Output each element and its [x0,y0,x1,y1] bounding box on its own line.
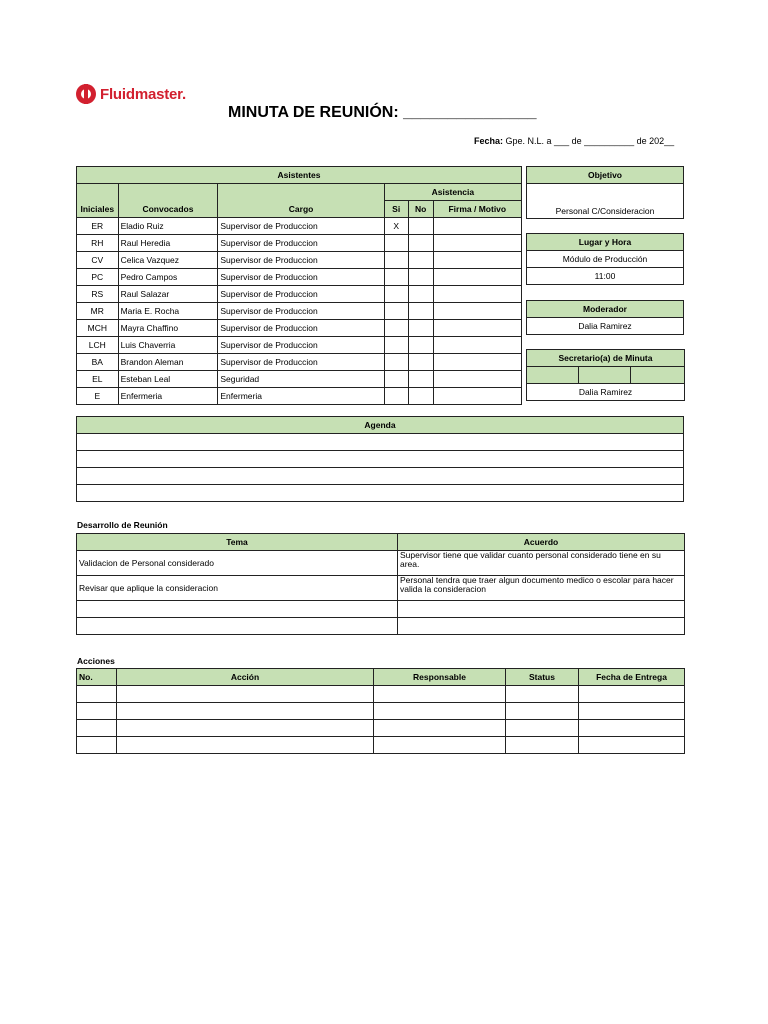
asistente-cargo: Supervisor de Produccion [218,252,384,269]
col-no: No [408,201,433,218]
asistente-iniciales: MCH [77,320,119,337]
asistencia-header: Asistencia [384,184,521,201]
agenda-row [77,434,684,451]
asistente-nombre: Raul Salazar [118,286,218,303]
col-si: Si [384,201,408,218]
asistente-iniciales: PC [77,269,119,286]
secretario-blank-cell [527,367,579,384]
asistente-iniciales: EL [77,371,119,388]
document-title: MINUTA DE REUNIÓN: _______________ [228,104,537,121]
moderador-value: Dalia Ramirez [527,318,684,335]
asistente-si [384,320,408,337]
logo-icon [76,84,96,104]
asistente-iniciales: RS [77,286,119,303]
fecha-line [474,136,674,146]
asistente-firma [433,303,521,320]
accion-cell [374,720,506,737]
asistente-row [77,371,522,388]
acciones-label: Acciones [77,656,115,666]
asistente-no [408,286,433,303]
asistente-firma [433,235,521,252]
asistente-nombre: Pedro Campos [118,269,218,286]
asistente-nombre: Mayra Chaffino [118,320,218,337]
accion-cell [506,686,579,703]
col-iniciales: Iniciales [77,201,119,218]
asistente-iniciales: CV [77,252,119,269]
asistente-firma [433,269,521,286]
asistente-nombre: Celica Vazquez [118,252,218,269]
asistente-row [77,354,522,371]
asistente-no [408,320,433,337]
lugar-table [526,233,684,285]
fecha-value: Gpe. N.L. a ___ de __________ de 202__ [505,136,675,146]
asistente-nombre: Esteban Leal [118,371,218,388]
asistente-cargo: Supervisor de Produccion [218,354,384,371]
asistente-si [384,354,408,371]
asistente-firma [433,286,521,303]
col-firma: Firma / Motivo [433,201,521,218]
asistente-firma [433,218,521,235]
asistente-iniciales: E [77,388,119,405]
asistente-no [408,303,433,320]
asistente-firma [433,337,521,354]
asistente-nombre: Brandon Aleman [118,354,218,371]
desarrollo-row [77,601,685,618]
asistente-firma [433,354,521,371]
secretario-blank-cell [579,367,631,384]
desarrollo-label: Desarrollo de Reunión [77,520,168,530]
asistente-si [384,337,408,354]
asistente-no [408,388,433,405]
accion-cell [374,703,506,720]
lugar-title: Lugar y Hora [527,234,684,251]
col-accion: Acción [117,669,374,686]
col-convocados: Convocados [118,201,218,218]
asistente-no [408,371,433,388]
asistente-nombre: Eladio Ruiz [118,218,218,235]
asistente-row [77,252,522,269]
asistente-si [384,371,408,388]
desarrollo-row [77,551,685,576]
asistente-no [408,218,433,235]
asistente-no [408,235,433,252]
col-status: Status [506,669,579,686]
asistente-iniciales: BA [77,354,119,371]
objetivo-table [526,166,684,219]
desarrollo-tema: Revisar que aplique la consideracion [77,576,398,601]
secretario-blank-cell [631,367,685,384]
secretario-table [526,349,685,401]
hora-value: 11:00 [527,268,684,285]
company-logo [76,84,186,104]
asistente-row [77,286,522,303]
moderador-table [526,300,684,335]
acciones-table [76,668,685,754]
desarrollo-acuerdo [398,601,685,618]
col-responsable: Responsable [374,669,506,686]
accion-cell [117,686,374,703]
accion-cell [506,737,579,754]
desarrollo-row [77,576,685,601]
agenda-table [76,416,684,502]
asistente-cargo: Supervisor de Produccion [218,286,384,303]
asistente-nombre: Raul Heredia [118,235,218,252]
logo-text: Fluidmaster. [100,85,186,103]
asistente-firma [433,371,521,388]
asistente-nombre: Luis Chaverria [118,337,218,354]
desarrollo-table [76,533,685,635]
asistente-cargo: Supervisor de Produccion [218,235,384,252]
asistente-no [408,354,433,371]
asistente-iniciales: RH [77,235,119,252]
asistente-firma [433,252,521,269]
asistente-cargo: Supervisor de Produccion [218,320,384,337]
asistentes-table [76,166,522,405]
agenda-row [77,468,684,485]
desarrollo-tema [77,601,398,618]
asistente-cargo: Enfermeria [218,388,384,405]
asistente-cargo: Supervisor de Produccion [218,269,384,286]
asistente-row [77,303,522,320]
asistente-si [384,235,408,252]
asistente-row [77,269,522,286]
accion-cell [579,686,685,703]
col-no-accion: No. [77,669,117,686]
asistente-cargo: Seguridad [218,371,384,388]
accion-cell [579,703,685,720]
col-tema: Tema [77,534,398,551]
accion-cell [374,737,506,754]
asistente-iniciales: MR [77,303,119,320]
accion-cell [77,703,117,720]
asistente-firma [433,320,521,337]
accion-cell [506,703,579,720]
agenda-title: Agenda [77,417,684,434]
asistente-row [77,320,522,337]
asistente-si [384,252,408,269]
asistente-row [77,388,522,405]
asistente-si: X [384,218,408,235]
asistente-no [408,252,433,269]
asistente-cargo: Supervisor de Produccion [218,337,384,354]
asistente-nombre: Enfermeria [118,388,218,405]
objetivo-title: Objetivo [527,167,684,184]
asistente-row [77,235,522,252]
asistente-iniciales: ER [77,218,119,235]
objetivo-value: Personal C/Consideracion [527,184,684,219]
asistente-row [77,337,522,354]
accion-cell [77,686,117,703]
desarrollo-tema: Validacion de Personal considerado [77,551,398,576]
asistente-nombre: Maria E. Rocha [118,303,218,320]
desarrollo-tema [77,618,398,635]
accion-cell [579,720,685,737]
moderador-title: Moderador [527,301,684,318]
agenda-row [77,451,684,468]
desarrollo-acuerdo [398,618,685,635]
fecha-label: Fecha: [474,136,504,146]
asistente-cargo: Supervisor de Produccion [218,218,384,235]
accion-cell [117,703,374,720]
secretario-value: Dalia Ramirez [527,384,685,401]
col-cargo: Cargo [218,201,384,218]
accion-cell [579,737,685,754]
asistente-no [408,269,433,286]
col-fecha-entrega: Fecha de Entrega [579,669,685,686]
asistente-iniciales: LCH [77,337,119,354]
asistente-si [384,286,408,303]
lugar-value: Módulo de Producción [527,251,684,268]
asistente-no [408,337,433,354]
desarrollo-acuerdo: Supervisor tiene que validar cuanto personal considerado tiene en su area. [398,551,685,576]
accion-cell [117,737,374,754]
accion-cell [77,720,117,737]
accion-cell [77,737,117,754]
accion-cell [506,720,579,737]
desarrollo-acuerdo: Personal tendra que traer algun documento medico o escolar para hacer valida la consideracion [398,576,685,601]
asistente-row [77,218,522,235]
asistente-si [384,269,408,286]
col-acuerdo: Acuerdo [398,534,685,551]
asistente-cargo: Supervisor de Produccion [218,303,384,320]
secretario-title: Secretario(a) de Minuta [527,350,685,367]
accion-cell [117,720,374,737]
accion-cell [374,686,506,703]
asistentes-title: Asistentes [77,167,522,184]
asistente-si [384,303,408,320]
agenda-row [77,485,684,502]
asistente-si [384,388,408,405]
desarrollo-row [77,618,685,635]
asistente-firma [433,388,521,405]
